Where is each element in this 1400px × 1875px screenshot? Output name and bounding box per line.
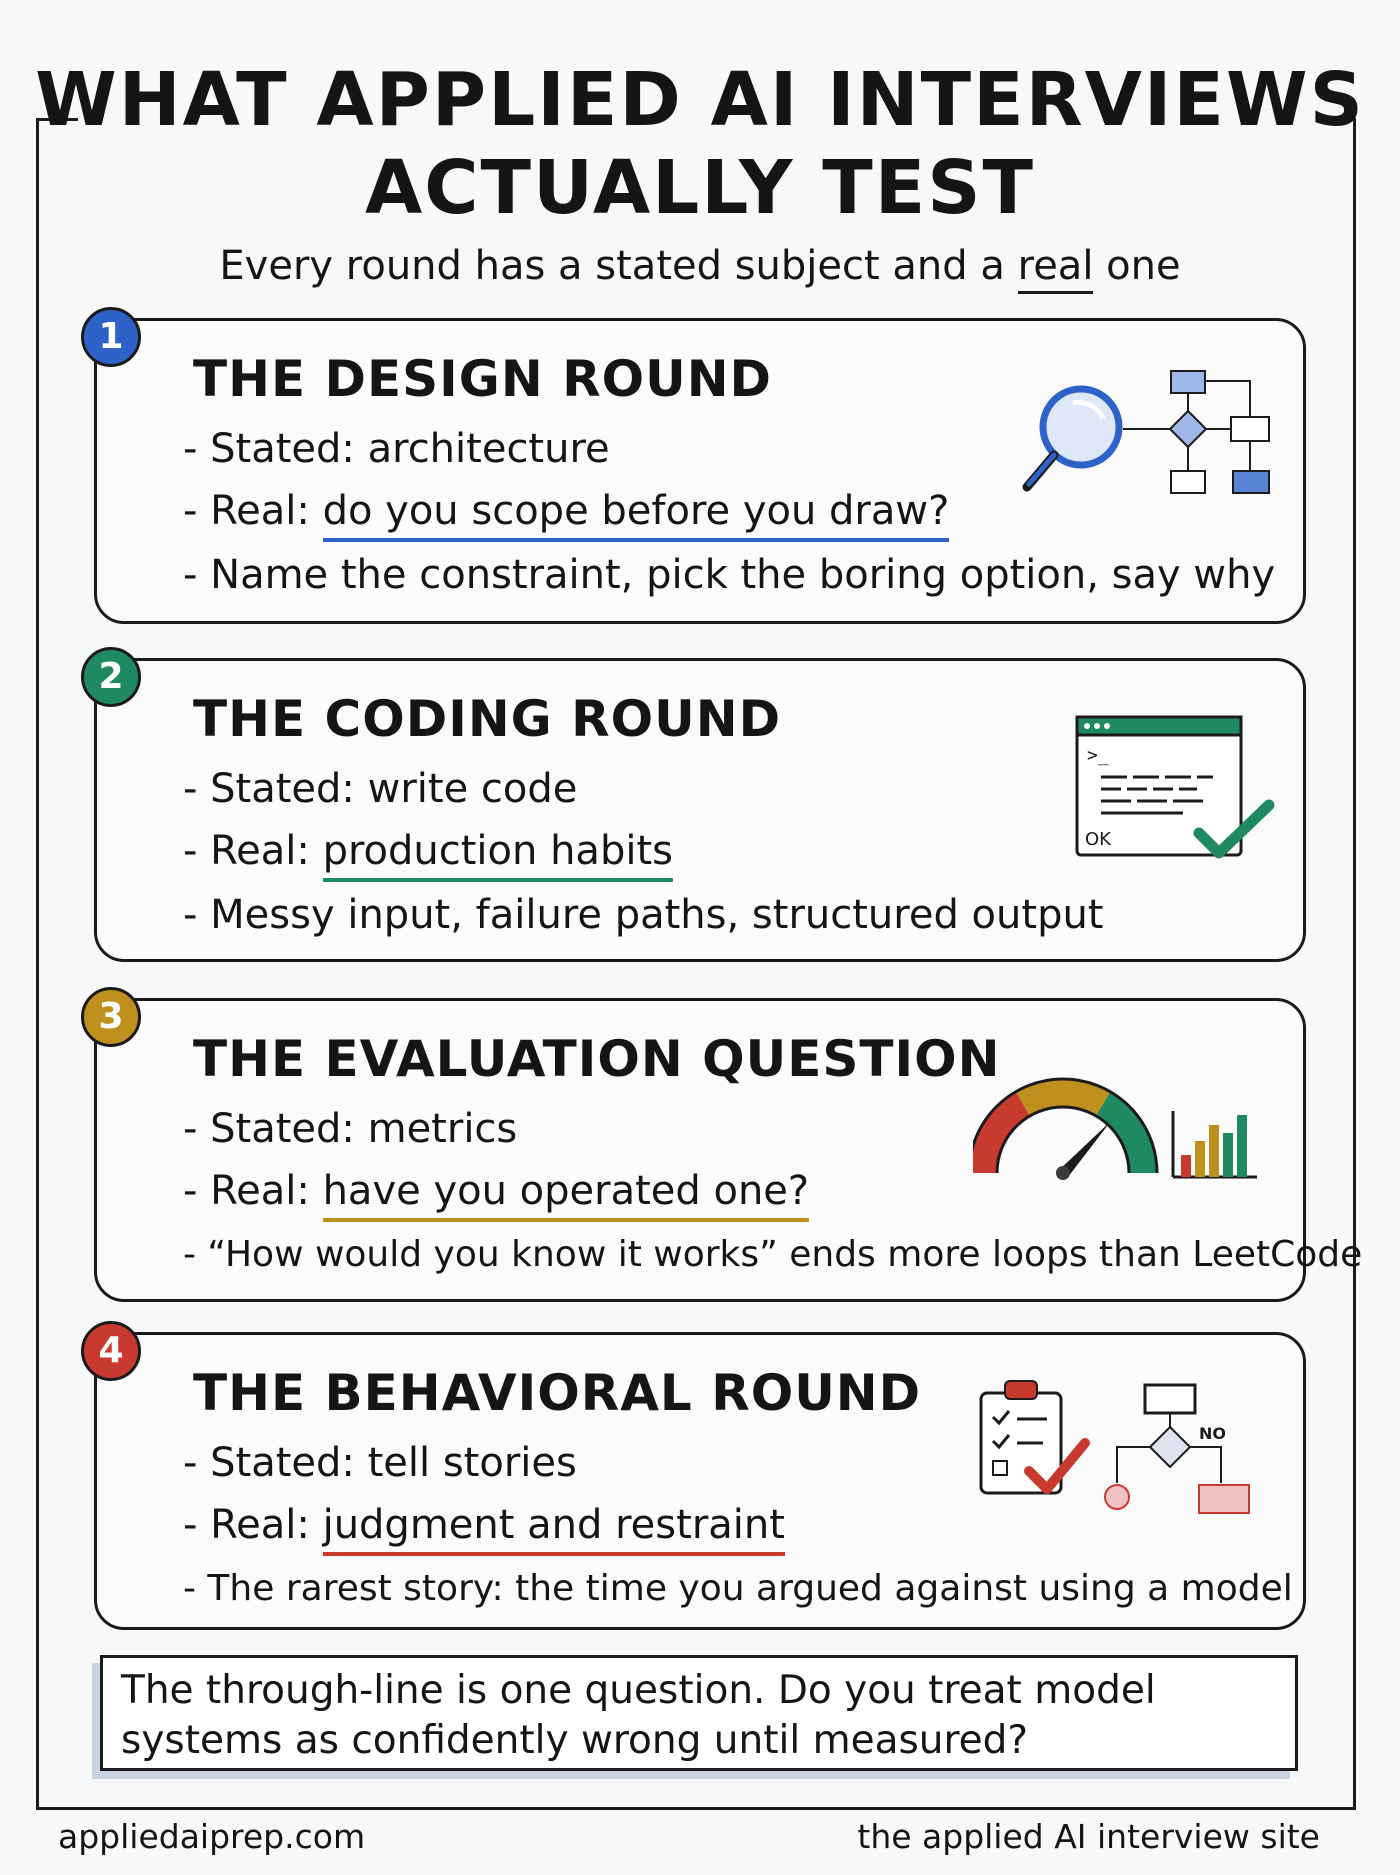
conclusion-text: The through-line is one question. Do you treat model systems as confidently wrong until measured? [121,1668,1156,1763]
note-line: - “How would you know it works” ends more loops than LeetCode [183,1234,1363,1275]
subtitle-after: one [1106,243,1181,289]
ok-label: OK [1085,829,1111,850]
note-line: - The rarest story: the time you argued against using a model [183,1568,1293,1609]
footer-tagline: the applied AI interview site [857,1817,1320,1856]
code-window-checkmark-icon [1073,713,1283,863]
footer-site-url[interactable]: appliedaiprep.com [58,1817,366,1856]
card-behavioral-round [94,1332,1306,1630]
real-prefix: - Real: [183,488,310,534]
real-line [183,483,949,539]
no-label: NO [1199,1424,1226,1443]
subtitle-before: Every round has a stated subject and a [219,243,1005,289]
real-answer: do you scope before you draw? [323,488,950,542]
number-badge: 4 [81,1321,141,1381]
card-title: THE CODING ROUND [193,690,782,748]
number-badge: 3 [81,987,141,1047]
page-title-line-2: ACTUALLY TEST [364,145,1036,231]
checklist-decision-tree-icon [977,1375,1277,1545]
number-badge: 2 [81,647,141,707]
stated-line: - Stated: architecture [183,426,610,472]
subtitle [0,238,1400,294]
card-coding-round [94,658,1306,962]
stated-line: - Stated: metrics [183,1106,518,1152]
magnifier-flowchart-icon [1021,359,1291,509]
real-answer: judgment and restraint [323,1502,785,1556]
real-line [183,823,673,879]
svg-text:>_: >_ [1087,745,1109,766]
number-badge: 1 [81,307,141,367]
card-title: THE DESIGN ROUND [193,350,773,408]
stated-line: - Stated: write code [183,766,578,812]
card-design-round [94,318,1306,624]
card-title: THE BEHAVIORAL ROUND [193,1364,922,1422]
card-title: THE EVALUATION QUESTION [193,1030,1001,1088]
page-title-line-1: WHAT APPLIED AI INTERVIEWS [35,57,1365,143]
gauge-bar-chart-icon [973,1063,1273,1183]
subtitle-emphasis: real [1018,243,1094,294]
real-prefix: - Real: [183,1168,310,1214]
note-line: - Messy input, failure paths, structured output [183,892,1104,938]
real-line [183,1163,809,1219]
conclusion-box [100,1655,1298,1771]
real-prefix: - Real: [183,828,310,874]
real-answer: production habits [323,828,673,882]
stated-line: - Stated: tell stories [183,1440,577,1486]
card-evaluation-question [94,996,1363,1302]
note-line: - Name the constraint, pick the boring option, say why [183,552,1276,598]
real-answer: have you operated one? [323,1168,810,1222]
real-line [183,1497,785,1553]
real-prefix: - Real: [183,1502,310,1548]
